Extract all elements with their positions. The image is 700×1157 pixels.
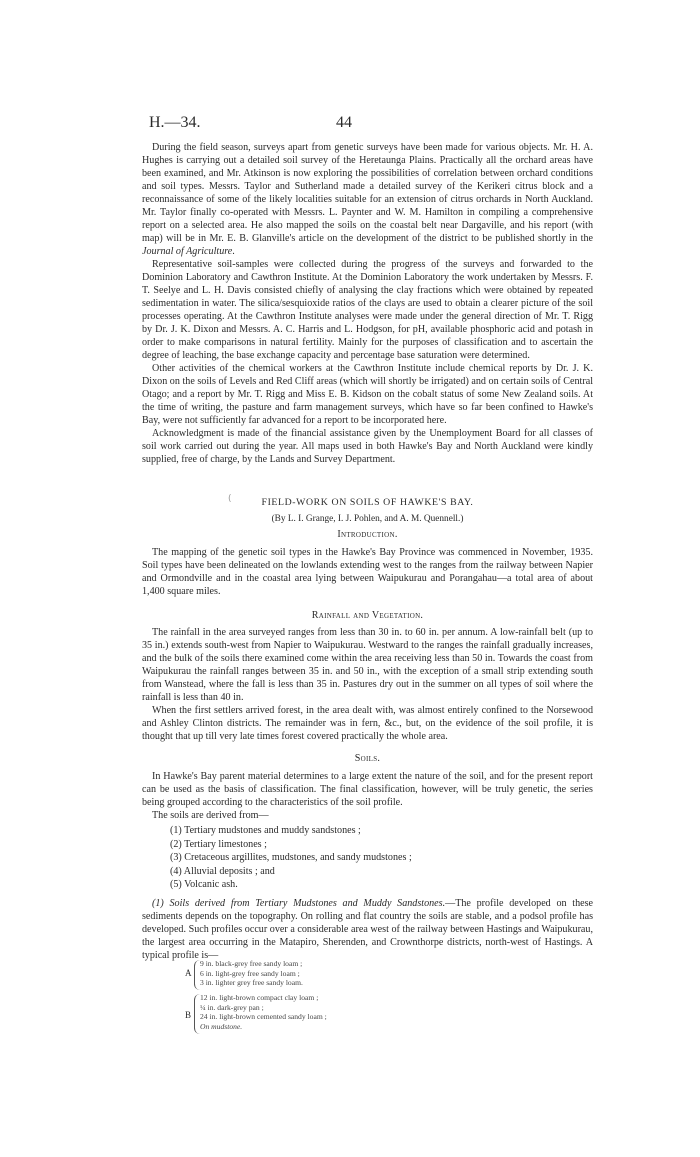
profile-horizon-a: 9 in. black-grey free sandy loam ; 6 in. light-grey free sandy loam ; 3 in. lighter grey free sandy loam.	[200, 959, 303, 987]
article-authors: (By L. I. Grange, I. J. Pohlen, and A. M. Quennell.)	[271, 514, 464, 524]
report-reference: H.—34.	[149, 114, 201, 131]
paragraph: When the first settlers arrived forest, in the area dealt with, was almost entirely confined to the Norsewood and Ashley Clinton districts. The remainder was in fern, &c., but, on the evidence of the soil profile, it is thought that up till very late times forest covered practically the whole area.	[142, 705, 593, 742]
introduction-section	[142, 546, 593, 598]
list-item: (3) Cretaceous argillites, mudstones, and sandy mudstones ;	[170, 852, 412, 863]
article-heading-block	[142, 496, 593, 541]
paragraph: Acknowledgment is made of the financial assistance given by the Unemployment Board for all classes of soil work carried out during the year. All maps used in both Hawke's Bay and North Auckland were kindly supplied, free of charge, by the Lands and Survey Department.	[142, 428, 593, 465]
paragraph: During the field season, surveys apart from genetic surveys have been made for various objects. Mr. H. A. Hughes is carrying out a detailed soil survey of the Heretaunga Plains. Practically all the orchard areas have been examined, and Mr. Atkinson is now exploring the possibilities of correlation between orchard conditions and soil types. Messrs. Taylor and Sutherland made a detailed survey of the Kerikeri citrus block and a reconnaissance of some of the likely localities suitable for an extension of citrus orchards in North Auckland. Mr. Taylor finally co-operated with Messrs. L. Paynter and W. M. Hamilton in compiling a comprehensive report on a selected area. He also mapped the soils on the coastal belt near Dargaville, and his report (with map) will be in Mr. E. B. Glanville's article on the development of the district to be published shortly in the Journal of Agriculture.	[142, 142, 593, 257]
paragraph: Representative soil-samples were collected during the progress of the surveys and forwarded to the Dominion Laboratory and Cawthron Institute. At the Dominion Laboratory the work undertaken by Messrs. F. T. Seelye and L. H. Davis consisted chiefly of analysing the clay fractions which were obtained by repeated sedimentation in water. The silica/sesquioxide ratios of the clays are used to obtain a clearer picture of the soil processes operating. At the Cawthron Institute analyses were made under the general direction of Mr. T. Rigg by Dr. J. K. Dixon and Messrs. A. C. Harris and L. Hodgson, for pH, available phosphoric acid and potash in order to make comparisons in natural fertility. Mainly for the purposes of classification and to ascertain the degree of leaching, the base exchange capacity and percentage base saturation were determined.	[142, 259, 593, 361]
paragraph: Other activities of the chemical workers at the Cawthron Institute include chemical reports by Dr. J. K. Dixon on the soils of Levels and Red Cliff areas (which will shortly be irrigated) and on certain soils of Central Otago; and a report by Mr. T. Rigg and Miss E. B. Kidson on the cobalt status of some New Zealand soils. At the time of writing, the pasture and farm management surveys, which have so far been confined to Hawke's Bay, were not sufficiently far advanced for a report to be incorporated here.	[142, 363, 593, 426]
horizon-b-label: B	[185, 1010, 192, 1020]
journal-title: Journal of Agriculture	[142, 246, 233, 257]
list-item: (5) Volcanic ash.	[170, 879, 238, 890]
introduction-heading: Introduction.	[337, 529, 398, 540]
soils-heading: Soils.	[354, 753, 381, 764]
pencil-mark-icon: (	[228, 494, 232, 504]
paragraph: The rainfall in the area surveyed ranges from less than 30 in. to 60 in. per annum. A low-rainfall belt (up to 35 in.) extends south-west from Napier to Waipukurau. Westward to the ranges the rainfall gradually increases, and the bulk of the soils there examined come within the area receiving less than 50 in. Towards the coast from Waipukurau the rainfall ranges between 35 in. and 50 in., with the exception of a small strip extending south from Wanstead, where the fall is less than 35 in. Pastures dry out in the summer on all types of soil where the rainfall is less than 40 in.	[142, 627, 593, 703]
list-item: (1) Tertiary mudstones and muddy sandstones ;	[170, 825, 361, 836]
list-item: (4) Alluvial deposits ; and	[170, 865, 275, 877]
profile-horizon-b: 12 in. light-brown compact clay loam ; ¼ in. dark-grey pan ; 24 in. light-brown cemented sandy loam ; On mudstone.	[200, 993, 327, 1031]
horizon-a-label: A	[185, 968, 192, 978]
list-item: (2) Tertiary limestones ;	[170, 838, 267, 850]
paragraph: In Hawke's Bay parent material determines to a large extent the nature of the soil, and for the present report can be used as the basis of classification. The final classification, however, will be truly genetic, the series being grouped according to the characteristics of the soil profile.	[142, 771, 593, 808]
soils-section	[142, 752, 593, 962]
rainfall-heading: Rainfall and Vegetation.	[311, 610, 424, 621]
paragraph: The mapping of the genetic soil types in the Hawke's Bay Province was commenced in November, 1935. Soil types have been delineated on the lowlands extending west to the ranges from the railway between Napier and Ormondville and in the coastal area lying between Waipukurau and Porangahau—a total area of about 1,400 square miles.	[142, 547, 593, 597]
parent-material-list	[170, 824, 593, 892]
section-title: (1) Soils derived from Tertiary Mudstones and Muddy Sandstones.	[152, 897, 446, 909]
article-title: FIELD-WORK ON SOILS OF HAWKE'S BAY.	[261, 497, 474, 508]
page-number: 44	[336, 114, 352, 131]
intro-section	[142, 141, 593, 466]
paragraph: The soils are derived from—	[152, 810, 269, 821]
rainfall-section	[142, 609, 593, 743]
paragraph: (1) Soils derived from Tertiary Mudstones and Muddy Sandstones.—The profile developed on these sediments depends on the topography. On rolling and flat country the soils are stable, and a podsol profile has developed. Such profiles occur over a considerable area west of the railway between Hastings and Waipukurau, the largest area occurring in the Matapiro, Sherenden, and Crownthorpe districts, north-west of Hastings. A typical profile is—	[142, 897, 593, 961]
